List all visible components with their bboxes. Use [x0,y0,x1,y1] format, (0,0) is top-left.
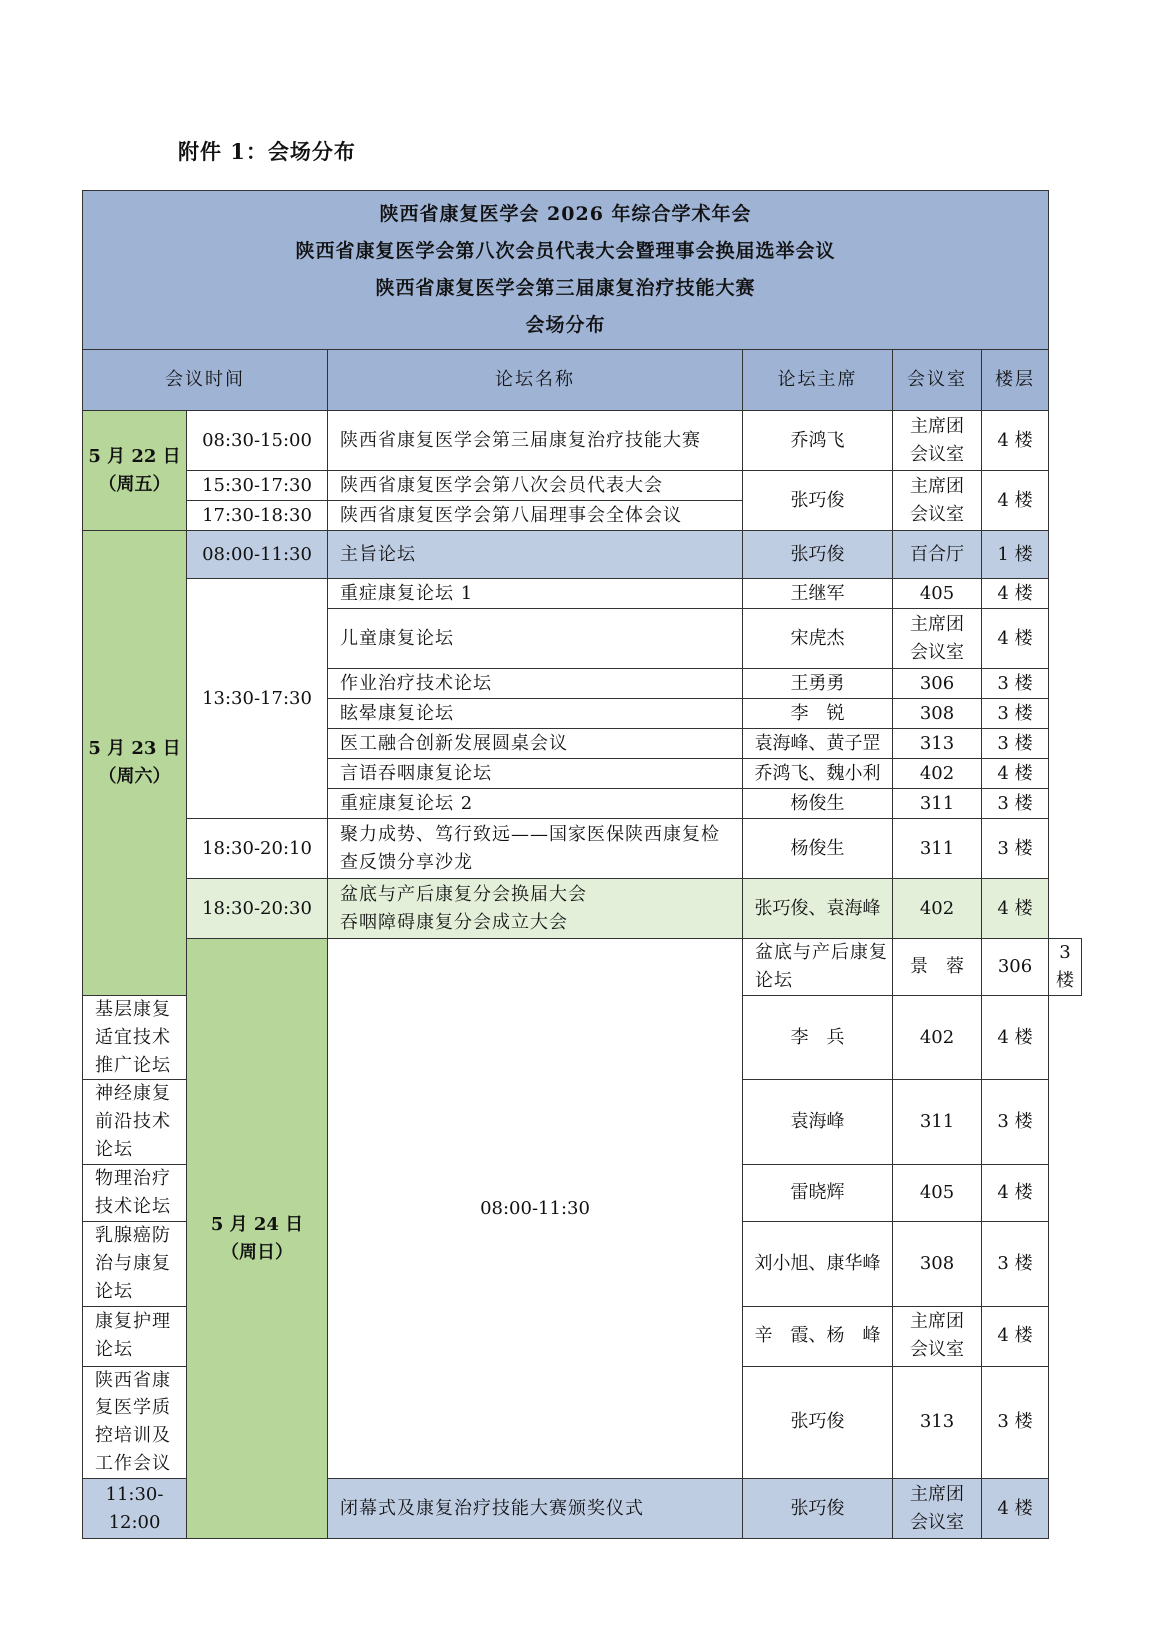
time-cell: 13:30-17:30 [187,579,328,819]
forum-name: 闭幕式及康复治疗技能大赛颁奖仪式 [328,1479,743,1539]
floor-cell: 4 楼 [982,579,1049,609]
room-cell: 402 [893,879,982,939]
floor-cell: 3 楼 [982,1221,1049,1306]
day-weekday: （周五） [98,473,171,495]
forum-chair: 宋虎杰 [743,609,893,669]
title-line-2: 陕西省康复医学会第八次会员代表大会暨理事会换届选举会议 [295,239,836,262]
floor-cell: 4 楼 [982,759,1049,789]
table-row [83,531,1082,579]
forum-name: 物理治疗技术论坛 [83,1165,187,1222]
forum-chair: 李 兵 [743,995,893,1080]
forum-name: 康复护理论坛 [83,1306,187,1366]
forum-name: 盆底与产后康复论坛 [743,939,893,996]
title-row [83,191,1082,350]
title-line-4: 会场分布 [525,314,606,337]
forum-name: 重症康复论坛 2 [328,789,743,819]
forum-name: 基层康复适宜技术推广论坛 [83,995,187,1080]
forum-chair: 乔鸿飞 [743,411,893,471]
forum-line-2: 吞咽障碍康复分会成立大会 [340,911,568,933]
room-cell: 402 [893,995,982,1080]
forum-chair: 刘小旭、康华峰 [743,1221,893,1306]
forum-name: 医工融合创新发展圆桌会议 [328,729,743,759]
forum-name: 重症康复论坛 1 [328,579,743,609]
table-row [83,411,1082,471]
attachment-title: 附件 1：会场分布 [178,139,356,164]
room-cell [893,1479,982,1539]
floor-cell: 4 楼 [982,1479,1049,1539]
time-cell: 15:30-17:30 [187,471,328,501]
floor-cell: 4 楼 [982,879,1049,939]
header-row [83,350,1082,411]
room-line-1: 主席团 [910,613,964,635]
forum-name: 作业治疗技术论坛 [328,669,743,699]
table-row [83,879,1082,939]
room-line-1: 主席团 [910,1483,964,1505]
table-row [83,579,1082,609]
floor-cell: 3 楼 [982,699,1049,729]
floor-cell: 3 楼 [982,1366,1049,1479]
day-weekday: （周六） [98,765,171,787]
floor-cell: 4 楼 [982,995,1049,1080]
floor-cell: 3 楼 [982,729,1049,759]
forum-name: 眩晕康复论坛 [328,699,743,729]
room-cell: 405 [893,1165,982,1222]
day-cell-may22 [83,411,187,531]
header-time: 会议时间 [83,350,328,411]
room-line-2: 会议室 [910,443,964,465]
forum-name: 陕西省康复医学质控培训及工作会议 [83,1366,187,1479]
forum-chair: 张巧俊 [743,471,893,531]
forum-chair: 杨俊生 [743,789,893,819]
forum-name: 言语吞咽康复论坛 [328,759,743,789]
forum-name: 主旨论坛 [328,531,743,579]
room-cell: 311 [893,789,982,819]
room-line-1: 主席团 [910,475,964,497]
table-title [83,191,1049,350]
forum-chair: 李 锐 [743,699,893,729]
room-line-2: 会议室 [910,641,964,663]
day-cell-may24 [187,939,328,1539]
room-cell: 百合厅 [893,531,982,579]
forum-chair: 景 蓉 [893,939,982,996]
day-date: 5 月 23 日 [88,738,181,759]
room-line-1: 主席团 [910,1311,964,1333]
forum-name: 陕西省康复医学会第八次会员代表大会 [328,471,743,501]
forum-chair: 袁海峰 [743,1080,893,1165]
forum-chair: 张巧俊、袁海峰 [743,879,893,939]
floor-cell: 3 楼 [982,1080,1049,1165]
time-cell: 08:30-15:00 [187,411,328,471]
time-cell: 11:30-12:00 [83,1479,187,1539]
room-cell: 306 [893,669,982,699]
day-cell-may23 [83,531,187,996]
room-cell: 402 [893,759,982,789]
floor-cell: 3 楼 [982,669,1049,699]
time-cell: 18:30-20:30 [187,879,328,939]
room-cell: 311 [893,1080,982,1165]
table-row [83,471,1082,501]
room-cell: 313 [893,1366,982,1479]
header-chair: 论坛主席 [743,350,893,411]
room-cell [893,1306,982,1366]
room-cell: 308 [893,1221,982,1306]
venue-schedule-table [82,190,1082,1539]
forum-chair: 辛 霞、杨 峰 [743,1306,893,1366]
room-line-2: 会议室 [910,1511,964,1533]
forum-chair: 张巧俊 [743,1366,893,1479]
forum-chair: 杨俊生 [743,819,893,879]
forum-chair: 乔鸿飞、魏小利 [743,759,893,789]
floor-cell: 4 楼 [982,609,1049,669]
room-cell: 313 [893,729,982,759]
room-cell: 308 [893,699,982,729]
floor-cell: 4 楼 [982,411,1049,471]
forum-name: 陕西省康复医学会第三届康复治疗技能大赛 [328,411,743,471]
table-row [83,819,1082,879]
day-weekday: （周日） [221,1241,293,1263]
forum-chair: 张巧俊 [743,531,893,579]
floor-cell: 4 楼 [982,1165,1049,1222]
header-floor: 楼层 [982,350,1049,411]
forum-line-1: 聚力成势、笃行致远——国家医保陕西康复检 [340,823,720,845]
forum-name [328,819,743,879]
forum-chair: 王继军 [743,579,893,609]
day-date: 5 月 24 日 [210,1213,304,1235]
forum-chair: 袁海峰、黄子罡 [743,729,893,759]
floor-cell: 4 楼 [982,471,1049,531]
forum-line-1: 盆底与产后康复分会换届大会 [340,883,587,905]
forum-chair: 王勇勇 [743,669,893,699]
forum-name: 神经康复前沿技术论坛 [83,1080,187,1165]
forum-name: 儿童康复论坛 [328,609,743,669]
forum-name: 陕西省康复医学会第八届理事会全体会议 [328,501,743,531]
room-line-2: 会议室 [910,1339,964,1361]
room-line-1: 主席团 [910,415,964,437]
time-cell: 08:00-11:30 [187,531,328,579]
header-room: 会议室 [893,350,982,411]
floor-cell: 1 楼 [982,531,1049,579]
forum-chair: 张巧俊 [743,1479,893,1539]
floor-cell: 4 楼 [982,1306,1049,1366]
room-cell [893,411,982,471]
time-cell: 18:30-20:10 [187,819,328,879]
title-line-1: 陕西省康复医学会 2026 年综合学术年会 [379,202,752,225]
title-line-3: 陕西省康复医学会第三届康复治疗技能大赛 [375,277,756,299]
room-cell [893,471,982,531]
forum-line-2: 查反馈分享沙龙 [340,851,473,873]
time-cell: 17:30-18:30 [187,501,328,531]
forum-name: 乳腺癌防治与康复论坛 [83,1221,187,1306]
room-cell: 405 [893,579,982,609]
day-date: 5 月 22 日 [88,445,181,467]
forum-name [328,879,743,939]
floor-cell: 3 楼 [982,819,1049,879]
forum-chair: 雷晓辉 [743,1165,893,1222]
table-row [83,939,1082,996]
time-cell: 08:00-11:30 [328,939,743,1479]
header-forum: 论坛名称 [328,350,743,411]
floor-cell: 3 楼 [982,789,1049,819]
room-line-2: 会议室 [910,503,964,525]
room-cell: 311 [893,819,982,879]
floor-cell: 3 楼 [1049,939,1082,996]
room-cell: 306 [982,939,1049,996]
room-cell [893,609,982,669]
